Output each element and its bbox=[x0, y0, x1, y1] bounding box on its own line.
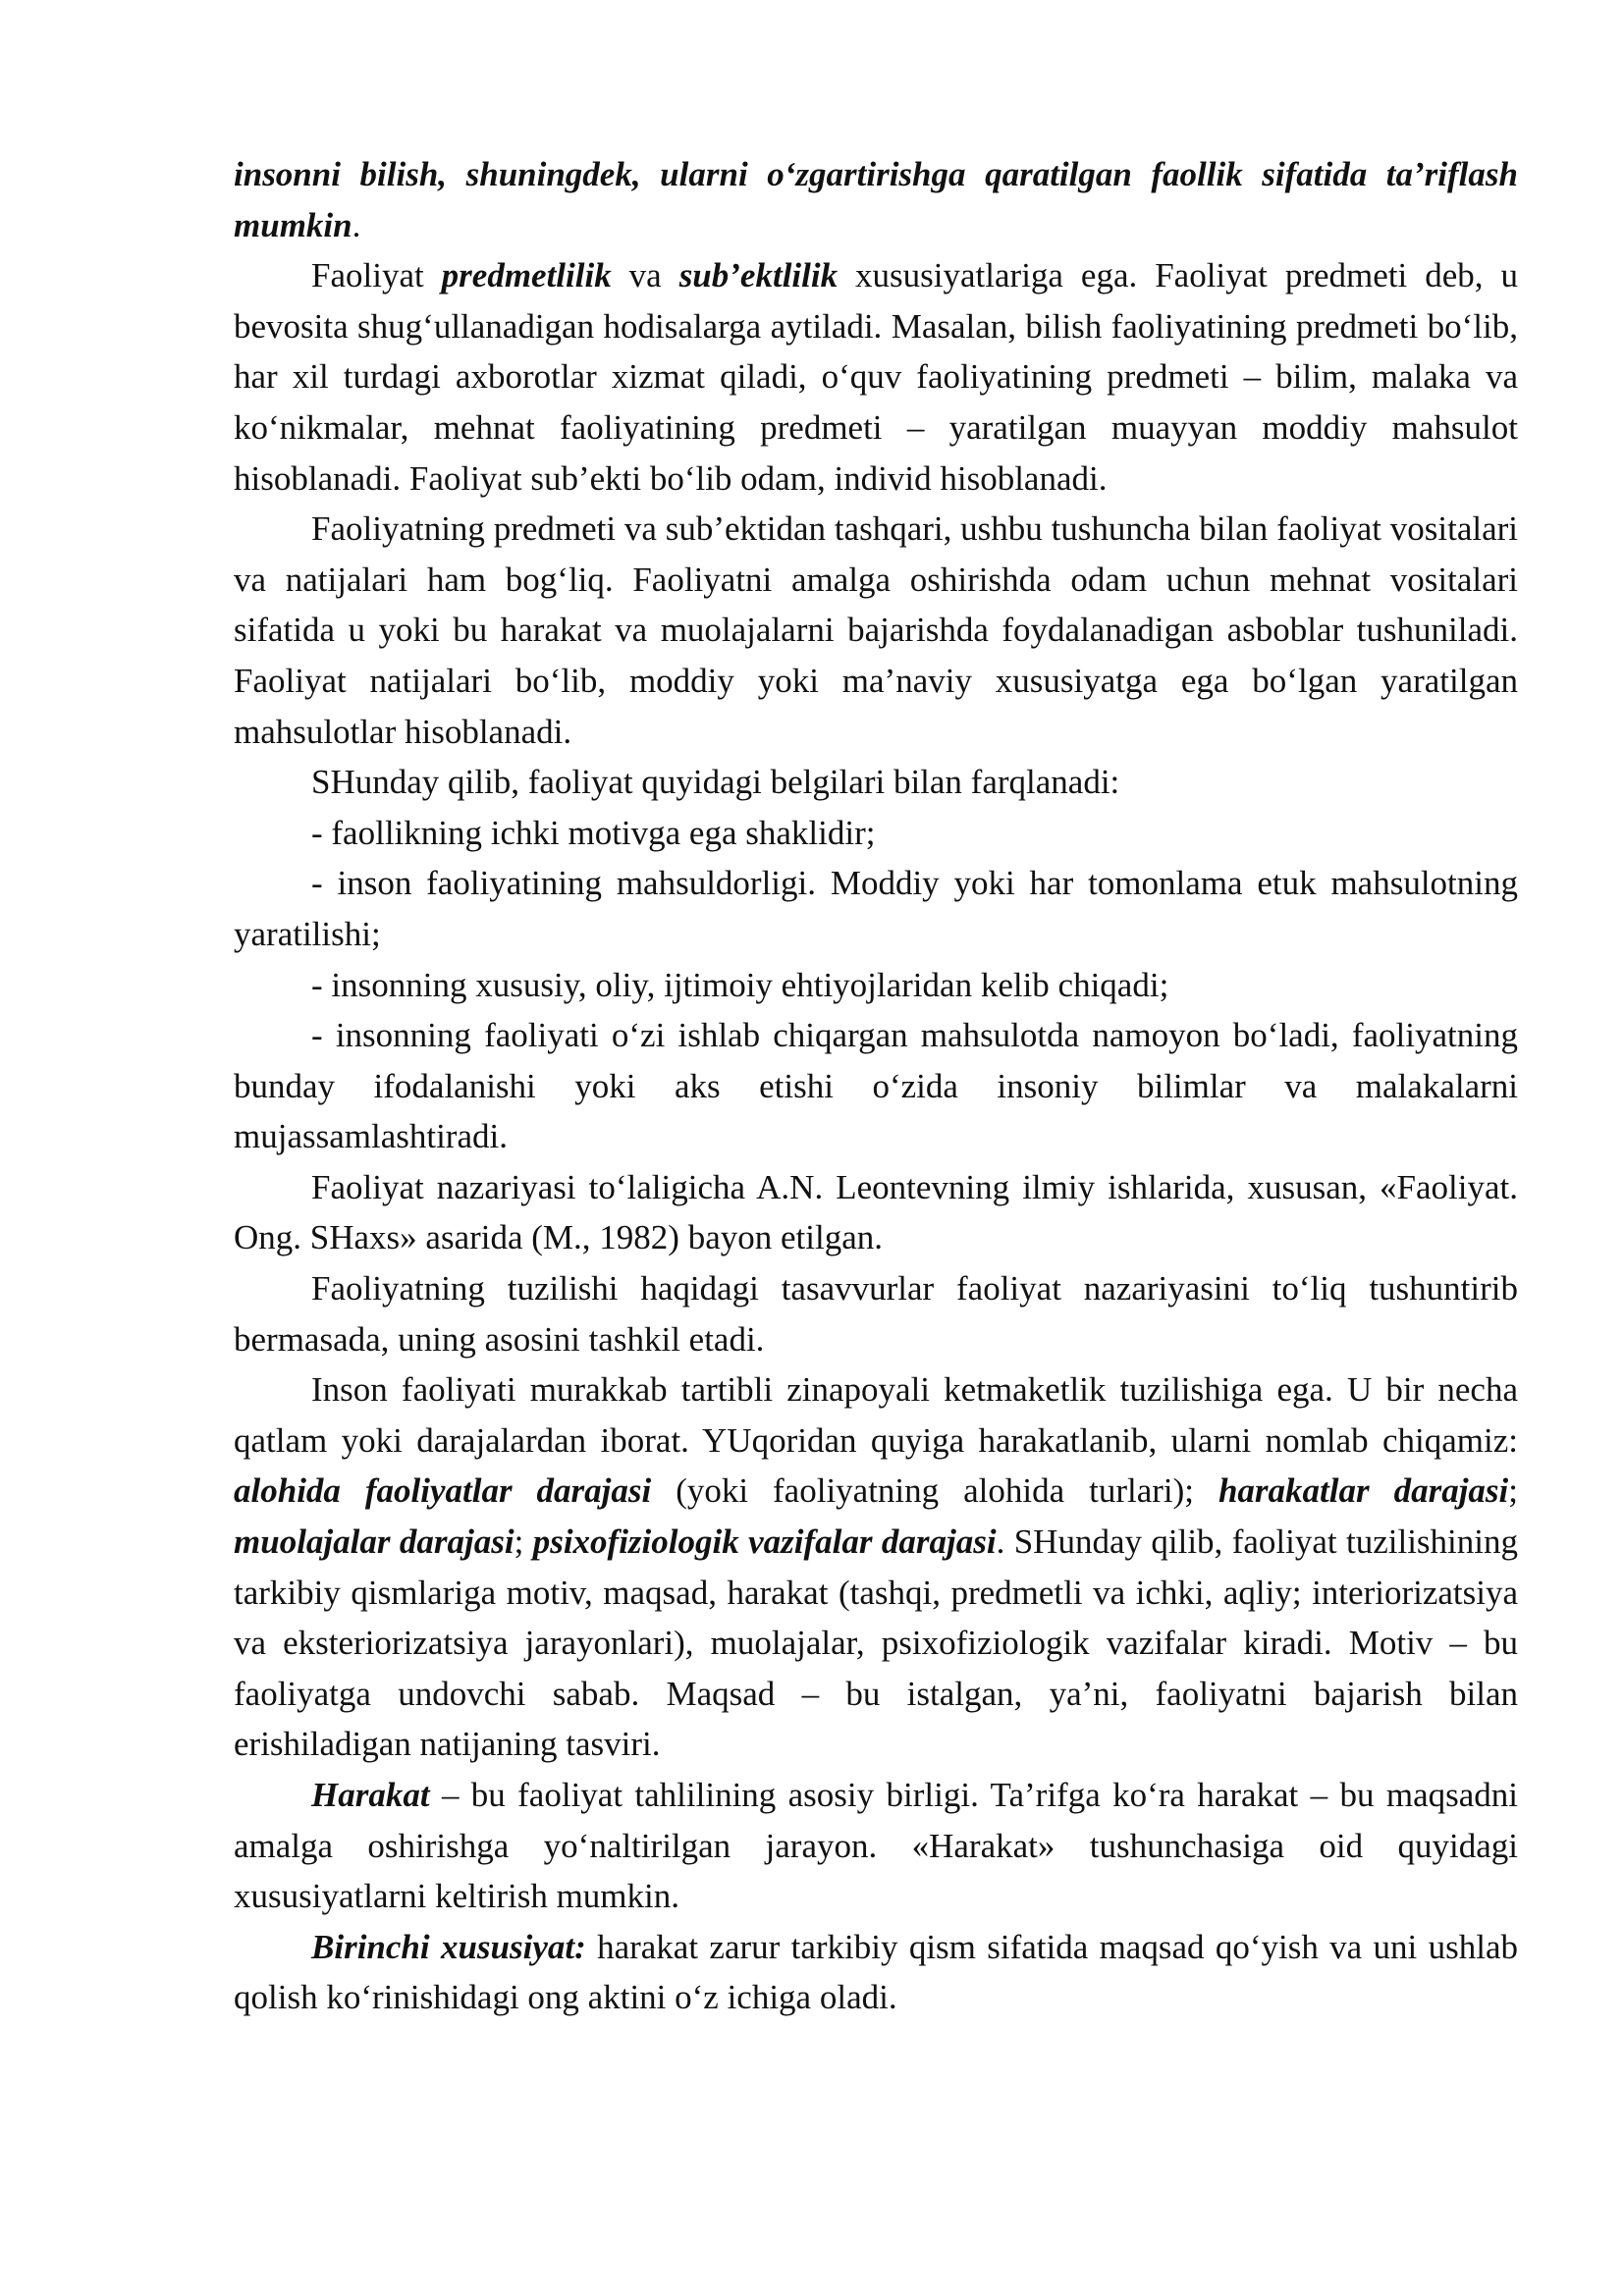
text-run: . SHunday qilib, faoliyat tuzilishining tarkibiy qismlariga motiv, maqsad, harakat (tashqi, predmetli va ichki, aqliy; interiorizatsiya va eksteriorizatsiya jarayonlari), muolajalar, psixofiziologik vazifalar kiradi. Motiv – bu faoliyatga undovchi sabab. Maqsad – bu istalgan, ya’ni, faoliyatni bajarish bilan erishiladigan natijaning tasviri. bbox=[234, 1522, 1518, 1764]
paragraph bbox=[234, 960, 1518, 1011]
paragraph bbox=[234, 504, 1518, 757]
emphasized-term: muolajalar darajasi bbox=[234, 1522, 514, 1562]
emphasized-term: psixofiziologik vazifalar darajasi bbox=[532, 1522, 997, 1562]
paragraph bbox=[234, 250, 1518, 504]
paragraph bbox=[234, 858, 1518, 959]
paragraph bbox=[234, 1922, 1518, 2023]
text-run: Inson faoliyati murakkab tartibli zinapoyali ketmaketlik tuzilishiga ega. U bir necha qatlam yoki darajalardan iborat. YUqoridan quyiga harakatlanib, ularni nomlab chiqamiz: bbox=[234, 1370, 1518, 1460]
text-run: va bbox=[611, 256, 679, 295]
paragraph bbox=[234, 808, 1518, 859]
text-run: harakat zarur tarkibiy qism sifatida maqsad qo‘yish va uni ushlab qolish ko‘rinishidagi ong aktini o‘z ichiga oladi. bbox=[234, 1927, 1518, 2017]
paragraph bbox=[234, 1364, 1518, 1770]
text-run: xususiyatlariga ega. Faoliyat predmeti deb, u bevosita shug‘ullanadigan hodisalarga aytiladi. Masalan, bilish faoliyatining predmeti bo‘lib, har xil turdagi axborotlar xizmat qiladi, o‘quv faoliyatining predmeti – bilim, malaka va ko‘nikmalar, mehnat faoliyatining predmeti – yaratilgan muayyan moddiy mahsulot hisoblanadi. Faoliyat sub’ekti bo‘lib odam, individ hisoblanadi. bbox=[234, 256, 1518, 498]
paragraph bbox=[234, 1770, 1518, 1922]
emphasized-term: Harakat bbox=[311, 1776, 430, 1814]
paragraph bbox=[234, 1162, 1518, 1263]
text-run: (yoki faoliyatning alohida turlari); bbox=[651, 1471, 1218, 1511]
text-run: ; bbox=[514, 1522, 533, 1562]
text-run: Faoliyatning tuzilishi haqidagi tasavvurlar faoliyat nazariyasini to‘liq tushuntirib bermasada, uning asosini tashkil etadi. bbox=[234, 1269, 1518, 1359]
paragraph bbox=[234, 149, 1518, 250]
emphasized-term: sub’ektlilik bbox=[678, 256, 839, 295]
text-run: . bbox=[352, 205, 361, 244]
emphasized-term: insonni bilish, shuningdek, ularni o‘zgartirishga qaratilgan faollik sifatida ta’riflash mumkin bbox=[234, 155, 1518, 244]
text-run: - insonning xususiy, oliy, ijtimoiy ehtiyojlaridan kelib chiqadi; bbox=[311, 965, 1169, 1004]
paragraph bbox=[234, 757, 1518, 808]
text-run: - faollikning ichki motivga ega shaklidir; bbox=[311, 813, 876, 852]
paragraph bbox=[234, 1010, 1518, 1162]
text-run: SHunday qilib, faoliyat quyidagi belgilari bilan farqlanadi: bbox=[311, 763, 1120, 802]
emphasized-term: predmetlilik bbox=[441, 256, 612, 295]
text-run: Faoliyat nazariyasi to‘laligicha A.N. Leontevning ilmiy ishlarida, xususan, «Faoliyat. Ong. SHaxs» asarida (M., 1982) bayon etilgan. bbox=[234, 1167, 1518, 1257]
text-run: Faoliyatning predmeti va sub’ektidan tashqari, ushbu tushuncha bilan faoliyat vositalari va natijalari ham bog‘liq. Faoliyatni amalga oshirishda odam uchun mehnat vositalari sifatida u yoki bu harakat va muolajalarni bajarishda foydalanadigan asboblar tushuniladi. Faoliyat natijalari bo‘lib, moddiy yoki ma’naviy xususiyatga ega bo‘lgan yaratilgan mahsulotlar hisoblanadi. bbox=[234, 509, 1518, 751]
emphasized-term: alohida faoliyatlar darajasi bbox=[234, 1471, 652, 1511]
text-run: - insonning faoliyati o‘zi ishlab chiqargan mahsulotda namoyon bo‘ladi, faoliyatning bunday ifodalanishi yoki aks etishi o‘zida insoniy bilimlar va malakalarni mujassamlashtiradi. bbox=[234, 1016, 1518, 1156]
paragraph bbox=[234, 1263, 1518, 1364]
emphasized-term: Birinchi xususiyat: bbox=[311, 1927, 586, 1966]
text-run: - inson faoliyatining mahsuldorligi. Moddiy yoki har tomonlama etuk mahsulotning yaratilishi; bbox=[234, 864, 1518, 953]
text-run: – bu faoliyat tahlilining asosiy birligi. Ta’rifga ko‘ra harakat – bu maqsadni amalga oshirishga yo‘naltirilgan jarayon. «Harakat» tushunchasiga oid quyidagi xususiyatlarni keltirish mumkin. bbox=[234, 1776, 1518, 1916]
body-text bbox=[234, 149, 1518, 2023]
text-run: ; bbox=[1508, 1471, 1518, 1511]
emphasized-term: harakatlar darajasi bbox=[1218, 1471, 1509, 1511]
text-run: Faoliyat bbox=[311, 256, 442, 295]
